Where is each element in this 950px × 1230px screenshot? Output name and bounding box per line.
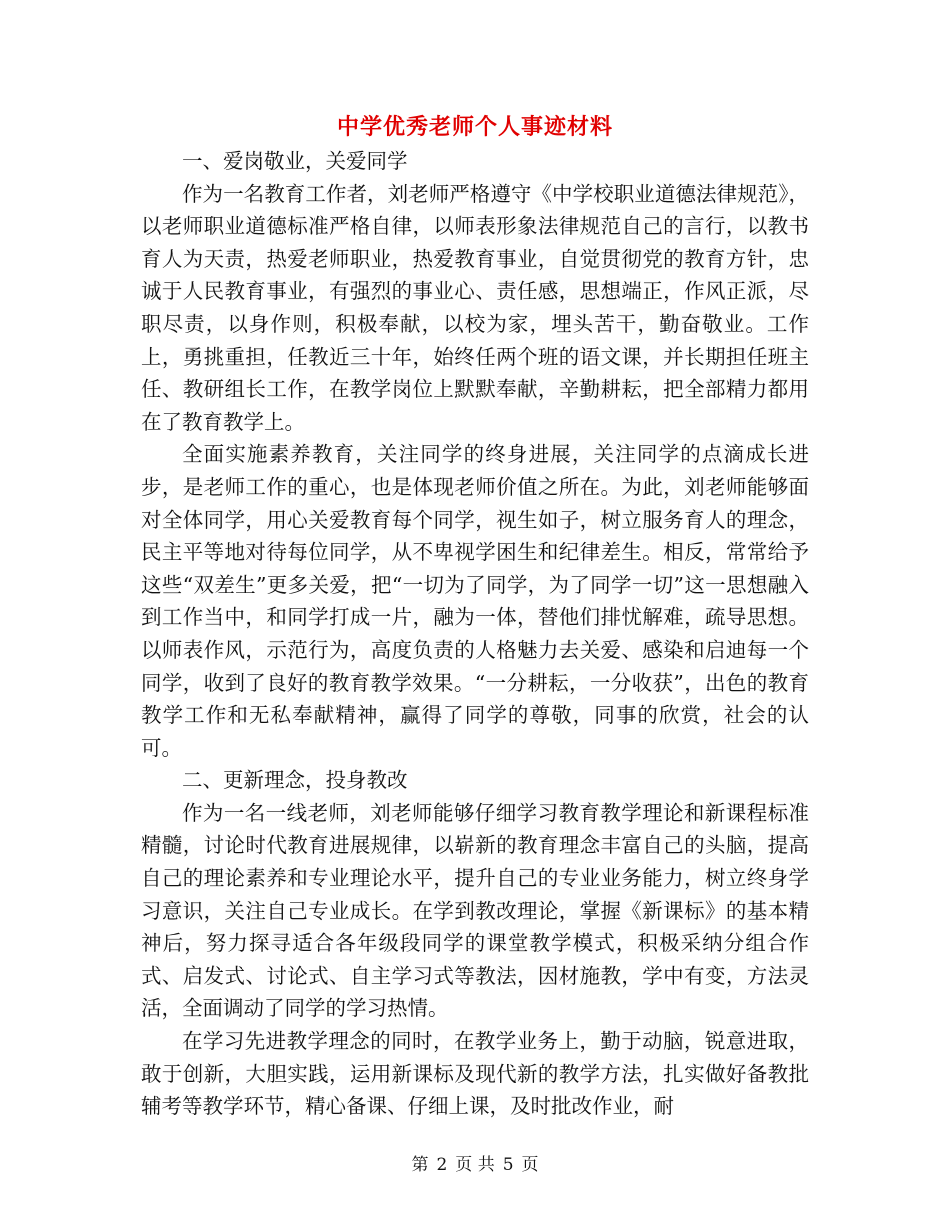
page-total: 5 <box>502 1155 514 1175</box>
body-paragraph: 在学习先进教学理念的同时，在教学业务上，勤于动脑，锐意进取，敢于创新，大胆实践，运用新课标及现代新的教学方法，扎实做好备教批辅考等教学环节，精心备课、仔细上课，及时批改作业，耐 <box>141 1029 809 1119</box>
section-heading: 二、更新理念，投身教改 <box>182 768 408 793</box>
body-paragraph: 作为一名一线老师，刘老师能够仔细学习教育教学理论和新课程标准精髓，讨论时代教育进展规律，以崭新的教育理念丰富自己的头脑，提高自己的理论素养和专业理论水平，提升自己的专业业务能力，树立终身学习意识，关注自己专业成长。在学到教改理论，掌握《新课标》的基本精神后，努力探寻适合各年级段同学的课堂教学模式，积极采纳分组合作式、启发式、讨论式、自主学习式等教法，因材施教，学中有变，方法灵活，全面调动了同学的学习热情。 <box>141 800 809 1021</box>
document-title: 中学优秀老师个人事迹材料 <box>336 114 613 140</box>
section-heading: 一、爱岗敬业，关爱同学 <box>182 149 408 173</box>
footer-suffix: 页 <box>521 1155 539 1175</box>
body-paragraph: 全面实施素养教育，关注同学的终身进展，关注同学的点滴成长进步，是老师工作的重心，也是体现老师价值之所在。为此，刘老师能够面对全体同学，用心关爱教育每个同学，视生如子，树立服务育人的理念，民主平等地对待每位同学，从不卑视学困生和纪律差生。相反，常常给予这些“双差生”更多关爱，把“一切为了同学，为了同学一切”这一思想融入到工作当中，和同学打成一片，融为一体，替他们排忧解难，疏导思想。以师表作风，示范行为，高度负责的人格魅力去关爱、感染和启迪每一个同学，收到了良好的教育教学效果。“一分耕耘，一分收获”，出色的教育教学工作和无私奉献精神，赢得了同学的尊敬，同事的欣赏，社会的认可。 <box>141 442 809 760</box>
body-paragraph: 作为一名教育工作者，刘老师严格遵守《中学校职业道德法律规范》，以老师职业道德标准严格自律，以师表形象法律规范自己的言行，以教书育人为天责，热爱老师职业，热爱教育事业，自觉贯彻党的教育方针，忠诚于人民教育事业，有强烈的事业心、责任感，思想端正，作风正派，尽职尽责，以身作则，积极奉献，以校为家，埋头苦干，勤奋敬业。工作上，勇挑重担，任教近三十年，始终任两个班的语文课，并长期担任班主任、教研组长工作，在教学岗位上默默奉献，辛勤耕耘，把全部精力都用在了教育教学上。 <box>141 181 809 434</box>
page-footer <box>0 1154 950 1176</box>
page-number: 2 <box>436 1155 448 1175</box>
footer-middle: 页 共 <box>455 1155 495 1175</box>
document-body <box>141 145 809 1123</box>
footer-prefix: 第 <box>411 1155 429 1175</box>
